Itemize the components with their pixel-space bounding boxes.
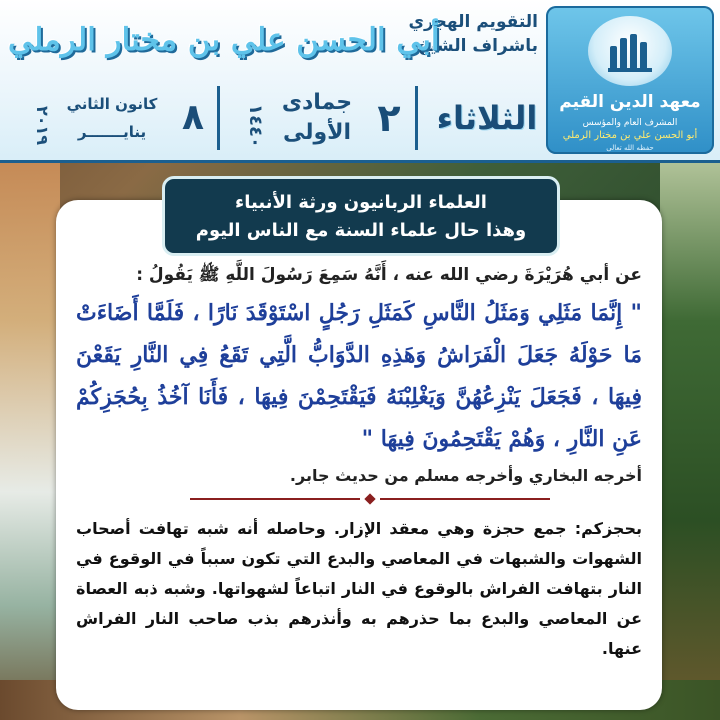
hijri-month <box>272 82 362 160</box>
gregorian-month-line1: كانون الثاني <box>66 95 158 113</box>
separator <box>217 86 220 150</box>
separator <box>415 86 418 150</box>
logo-subtitle: المشرف العام والمؤسس <box>582 118 678 128</box>
ornamental-divider <box>190 495 550 503</box>
background-trees-right <box>660 150 720 720</box>
title-line2: وهذا حال علماء السنة مع الناس اليوم <box>195 220 527 241</box>
logo-founder: أبو الحسن علي بن مختار الرملي <box>562 130 698 141</box>
date-row <box>8 82 552 154</box>
logo-tiny-text: حفظه الله تعالى <box>606 144 654 152</box>
hijri-year: ١٤٤٠ <box>245 104 266 148</box>
gregorian-month <box>56 82 168 162</box>
calendar-title-line2: باشراف الشيخ <box>417 36 538 56</box>
title-banner <box>162 176 560 256</box>
title-line1: العلماء الربانيون ورثة الأنبياء <box>235 192 487 213</box>
calendar-header <box>0 0 720 163</box>
hijri-month-line2: الأولى <box>282 120 352 145</box>
gregorian-year: ٢٠١٩ <box>33 106 52 146</box>
book-emblem-icon <box>588 16 672 86</box>
hijri-day: ٢ <box>377 96 401 140</box>
logo-name: معهد الدين القيم <box>559 92 701 112</box>
hadith-intro: عن أبي هُرَيْرَةَ رضي الله عنه ، أَنَّهُ سَمِعَ رَسُولَ اللَّهِ ﷺ يَقُولُ : <box>136 265 642 285</box>
day-name: الثلاثاء <box>436 99 538 137</box>
calendar-title-line1: التقويم الهجري <box>408 12 538 32</box>
background-cliff-left <box>0 150 60 720</box>
gregorian-day: ٨ <box>182 97 204 138</box>
explanation-text: بحجزكم: جمع حجزة وهي معقد الإزار. وحاصله أنه شبه تهافت أصحاب الشهوات والشبهات في المعاصي والبدع التي تكون سبباً في الوقوع في النار بتهافت الفراش بالوقوع في النار اتباعاً لشهواتها. وشبه ذبه العصاة عن المعاصي والبدع بما حذرهم به وأنذرهم بذب صاحب النار الفراش عنها. <box>76 519 642 658</box>
hadith-text: " إِنَّمَا مَثَلِي وَمَثَلُ النَّاسِ كَمَثَلِ رَجُلٍ اسْتَوْقَدَ نَارًا ، فَلَمَّا أَضَاءَتْ مَا حَوْلَهُ جَعَلَ الْفَرَاشُ وَهَذِهِ الدَّوَابُّ الَّتِي تَقَعُ فِي النَّارِ يَقَعْنَ فِيهَا ، فَجَعَلَ يَنْزِعُهُنَّ وَيَغْلِبْنَهُ فَيَقْتَحِمْنَ فِيهَا ، فَأَنَا آخُذُ بِحُجَزِكُمْ عَنِ النَّارِ ، وَهُمْ يَقْتَحِمُونَ فِيهَا " <box>76 300 642 452</box>
hijri-month-line1: جمادى <box>281 90 353 115</box>
sheikh-name-calligraphy: أبي الحسن علي بن مختار الرملي <box>8 22 440 58</box>
hadith-source: أخرجه البخاري وأخرجه مسلم من حديث جابر. <box>289 466 642 485</box>
gregorian-month-line2: ينايـــــــر <box>77 123 147 141</box>
institute-logo <box>546 6 714 154</box>
